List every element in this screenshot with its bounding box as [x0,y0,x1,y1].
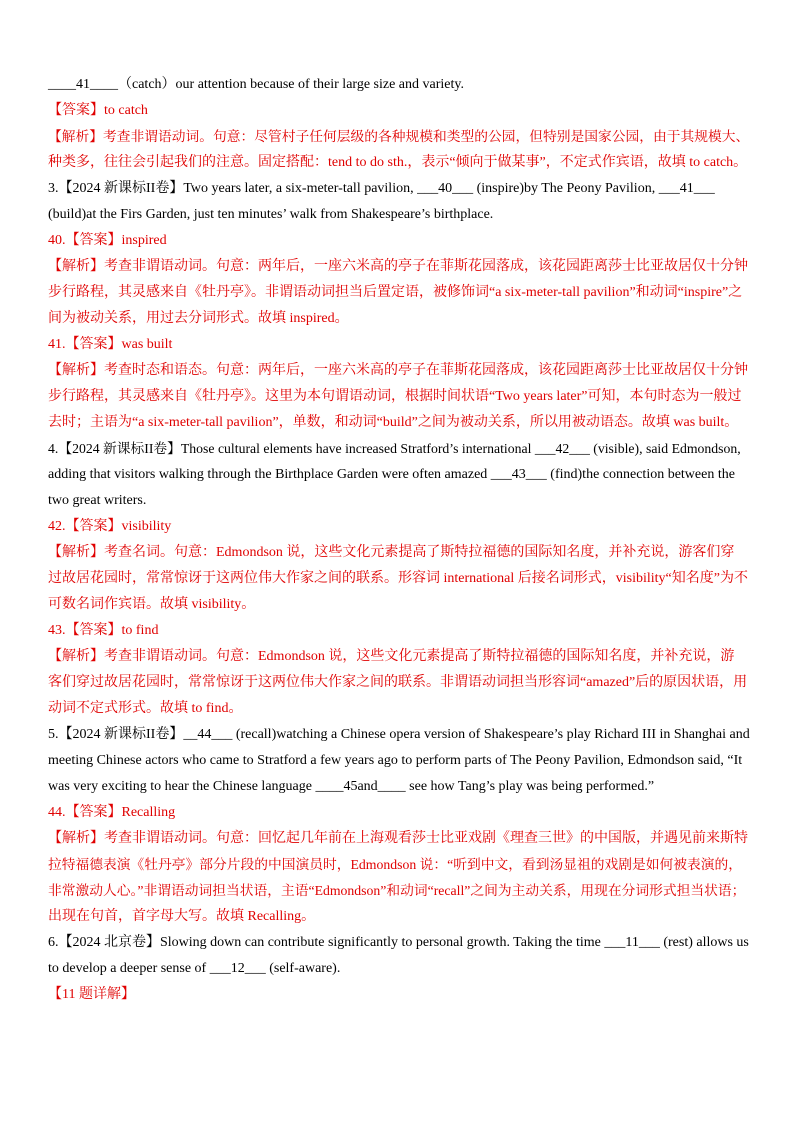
answer-line: 【解析】考查时态和语态。句意：两年后，一座六米高的亭子在菲斯花园落成，该花园距离莎士比亚故居仅十分钟 [48,363,748,378]
answer-line: 步行路程，其灵感来自《牡丹亭》。这里为本句谓语动词，根据时间状语“Two years later”可知，本句时态为一般过 [48,389,742,404]
question-line: 5.【2024 新课标II卷】__44___ (recall)watching a Chinese opera version of Shakespeare’s play Richard III in Shanghai and [48,727,750,742]
question-line: ____41____（catch）our attention because of their large size and variety. [48,77,464,92]
answer-line: 【答案】to catch [48,103,148,118]
answer-line: 非常激动人心。”非谓语动词担当状语，主语“Edmondson”和动词“recall”之间为主动关系，用现在分词形式担当状语； [48,883,746,898]
answer-line: 【解析】考查非谓语动词。句意：回忆起几年前在上海观看莎士比亚戏剧《理查三世》的中国版，并遇见前来斯特 [48,831,748,846]
answer-line: 44.【答案】Recalling [48,805,176,820]
answer-line: 出现在句首，首字母大写。故填 Recalling。 [48,909,316,924]
question-line: two great writers. [48,493,147,508]
answer-line: 40.【答案】inspired [48,233,167,248]
question-line: (build)at the Firs Garden, just ten minutes’ walk from Shakespeare’s birthplace. [48,207,494,222]
answer-line: 【解析】考查名词。句意：Edmondson 说，这些文化元素提高了斯特拉福德的国际知名度，并补充说，游客们穿 [48,545,735,560]
question-line: 6.【2024 北京卷】Slowing down can contribute significantly to personal growth. Taking the time ___11___ (rest) allows us [48,935,749,950]
answer-line: 动词不定式形式。故填 to find。 [48,701,243,716]
answer-line: 间为被动关系，用过去分词形式。故填 inspired。 [48,311,349,326]
answer-line: 可数名词作宾语。故填 visibility。 [48,597,256,612]
answer-line: 客们穿过故居花园时，常常惊讶于这两位伟大作家之间的联系。非谓语动词担当形容词“amazed”后的原因状语，用 [48,675,748,690]
answer-line: 42.【答案】visibility [48,519,172,534]
answer-line: 步行路程，其灵感来自《牡丹亭》。非谓语动词担当后置定语，被修饰词“a six-meter-tall pavilion”和动词“inspire”之 [48,285,743,300]
answer-line: 【解析】考查非谓语动词。句意：Edmondson 说，这些文化元素提高了斯特拉福德的国际知名度，并补充说，游 [48,649,735,664]
question-line: adding that visitors walking through the Birthplace Garden were often amazed ___43___ (find)the connection between the [48,467,735,482]
answer-line: 种类多，往往会引起我们的注意。固定搭配：tend to do sth.，表示“倾向于做某事”，不定式作宾语，故填 to catch。 [48,155,748,170]
answer-line: 【解析】考查非谓语动词。句意：尽管村子任何层级的各种规模和类型的公园，但特别是国家公园，由于其规模大、 [48,129,750,144]
answer-line: 过故居花园时，常常惊讶于这两位伟大作家之间的联系。形容词 international 后接名词形式，visibility“知名度”为不 [48,571,748,586]
question-line: 4.【2024 新课标II卷】Those cultural elements have increased Stratford’s international ___42___ (visible), said Edmondson, [48,441,741,456]
question-line: 3.【2024 新课标II卷】Two years later, a six-meter-tall pavilion, ___40___ (inspire)by The Peony Pavilion, ___41___ [48,181,715,196]
answer-line: 【11 题详解】 [48,987,135,1002]
question-line: meeting Chinese actors who came to Stratford a few years ago to perform parts of The Peony Pavilion, Edmondson said, “It [48,753,743,768]
document-page [48,72,752,1008]
question-line: was very exciting to hear the Chinese language ____45and____ see how Tang’s play was being performed.” [48,779,655,794]
answer-line: 43.【答案】to find [48,623,159,638]
answer-line: 拉特福德表演《牡丹亭》部分片段的中国演员时，Edmondson 说：“听到中文，看到汤显祖的戏剧是如何被表演的， [48,857,742,872]
answer-line: 【解析】考查非谓语动词。句意：两年后，一座六米高的亭子在菲斯花园落成，该花园距离莎士比亚故居仅十分钟 [48,259,748,274]
answer-line: 41.【答案】was built [48,337,173,352]
answer-line: 去时；主语为“a six-meter-tall pavilion”，单数，和动词“build”之间为被动关系，所以用被动语态。故填 was built。 [48,415,739,430]
question-line: to develop a deeper sense of ___12___ (self-aware). [48,961,341,976]
